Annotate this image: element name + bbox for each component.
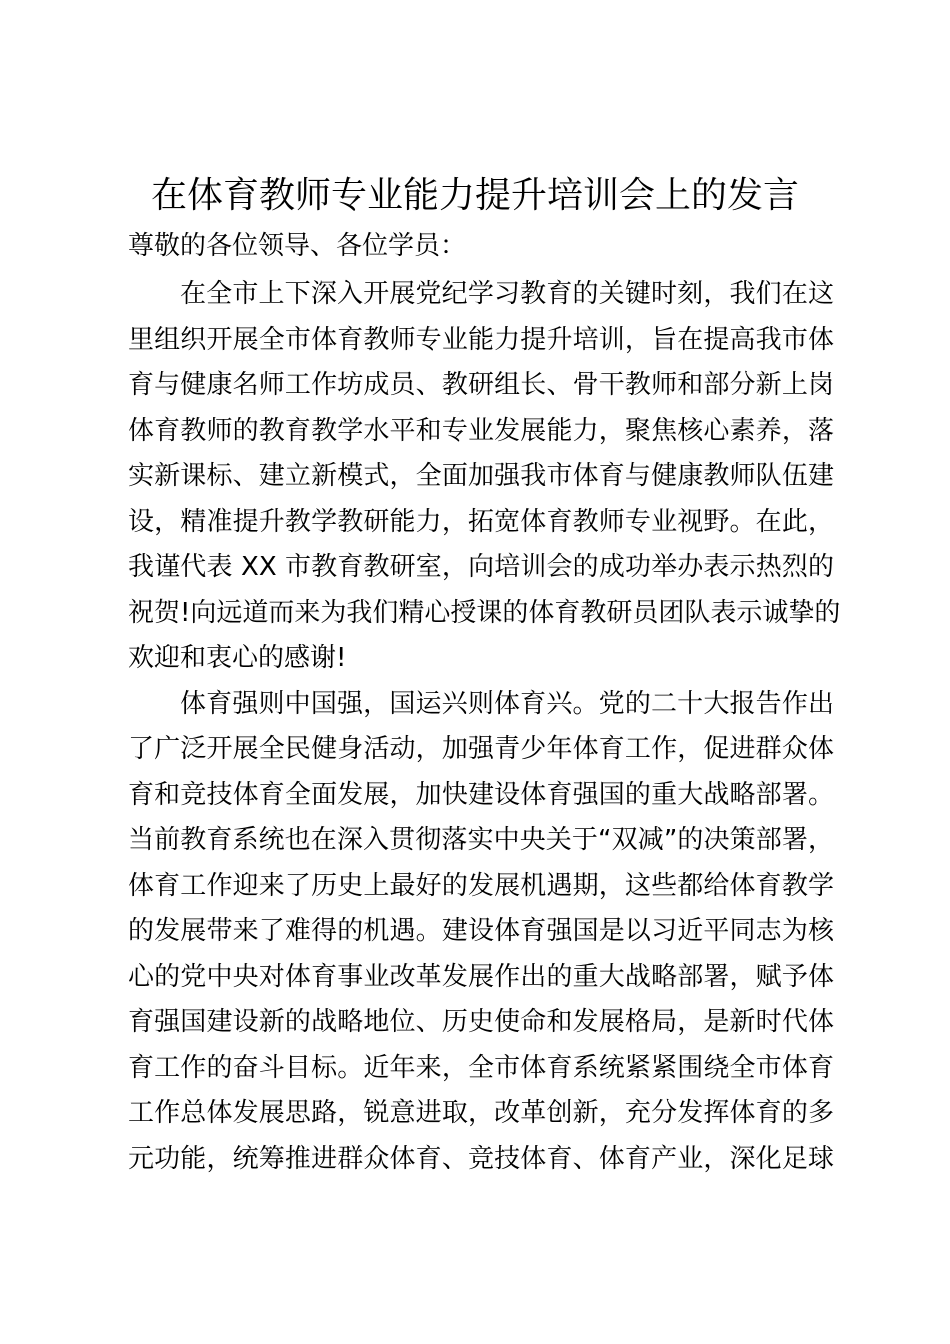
paragraph-2 [128,682,834,1183]
text-line: 实新课标、建立新模式，全面加强我市体育与健康教师队伍建 [128,461,834,491]
text-line: 祝贺!向远道而来为我们精心授课的体育教研员团队表示诚挚的 [128,597,841,628]
text-line: 育强国建设新的战略地位、历史使命和发展格局，是新时代体 [128,1007,834,1037]
text-line: 育与健康名师工作坊成员、教研组长、骨干教师和部分新上岗 [128,370,834,400]
text-line: 心的党中央对体育事业改革发展作出的重大战略部署，赋予体 [128,961,834,992]
text-line: 设，精准提升教学教研能力，拓宽体育教师专业视野。在此， [128,506,834,537]
text-line: 工作总体发展思路，锐意进取，改革创新，充分发挥体育的多 [128,1098,834,1128]
text-line: 育工作的奋斗目标。近年来，全市体育系统紧紧围绕全市体育 [128,1052,834,1083]
text-line: 体育工作迎来了历史上最好的发展机遇期，这些都给体育教学 [128,870,834,901]
text-line: 我谨代表 XX 市教育教研室，向培训会的成功举办表示热烈的 [128,552,834,582]
text-line: 元功能，统筹推进群众体育、竞技体育、体育产业，深化足球 [128,1143,834,1174]
salutation: 尊敬的各位领导、各位学员： [128,231,467,261]
text-line: 当前教育系统也在深入贯彻落实中央关于“双减”的决策部署， [128,825,834,855]
text-line: 里组织开展全市体育教师专业能力提升培训，旨在提高我市体 [128,324,834,355]
text-line: 育和竞技体育全面发展，加快建设体育强国的重大战略部署。 [128,779,834,810]
document-title: 在体育教师专业能力提升培训会上的发言 [150,175,799,216]
text-line: 了广泛开展全民健身活动，加强青少年体育工作，促进群众体 [128,734,834,764]
text-line: 欢迎和衷心的感谢! [128,643,347,673]
text-line: 体育教师的教育教学水平和专业发展能力，聚焦核心素养，落 [128,415,834,446]
document-body [128,272,841,1182]
paragraph-1 [128,272,841,682]
text-line: 的发展带来了难得的机遇。建设体育强国是以习近平同志为核 [128,916,834,946]
text-line: 体育强则中国强，国运兴则体育兴。党的二十大报告作出 [180,688,834,719]
text-line: 在全市上下深入开展党纪学习教育的关键时刻，我们在这 [180,279,834,309]
